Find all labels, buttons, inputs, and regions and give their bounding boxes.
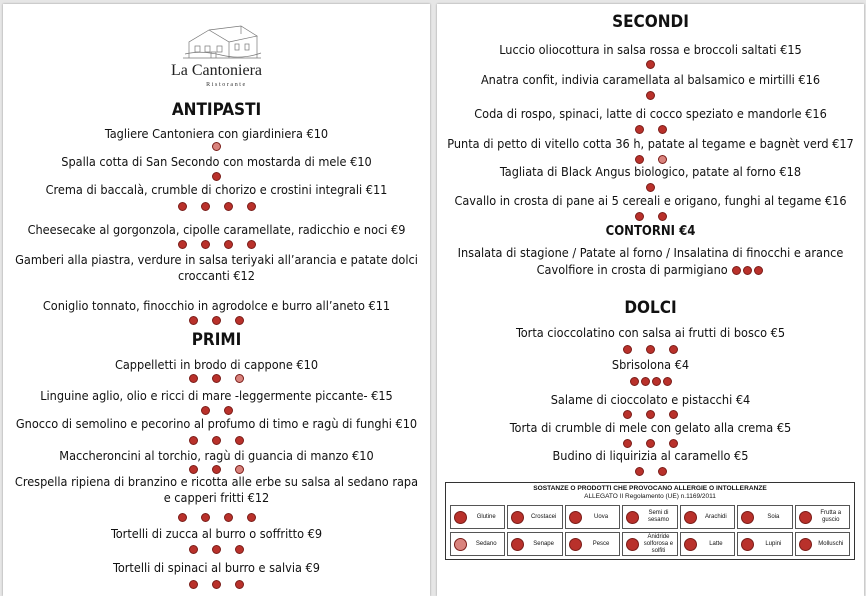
- allergen-icons: [3, 239, 430, 250]
- allergen-icons: [437, 90, 864, 101]
- menu-item: Tagliata di Black Angus biologico, patate al forno €18: [499, 164, 802, 179]
- uova-icon: [569, 511, 582, 524]
- allergen-cell-glutine: Glutine: [450, 505, 505, 529]
- menu-item: Cavallo in crosta di pane ai 5 cereali e origano, funghi al tegame €16: [454, 193, 847, 208]
- molluschi-icon: [224, 406, 233, 415]
- uova-icon: [641, 377, 650, 386]
- crostacei-icon: [511, 511, 524, 524]
- section-title-contorni: CONTORNI €4: [605, 224, 696, 239]
- sedano-icon: [454, 538, 467, 551]
- sedano-icon: [658, 155, 667, 164]
- molluschi-icon: [799, 538, 812, 551]
- pesce-icon: [201, 202, 210, 211]
- uova-icon: [646, 410, 655, 419]
- uova-icon: [212, 436, 221, 445]
- menu-item: Tagliere Cantoniera con giardiniera €10: [104, 126, 329, 141]
- uova-icon: [201, 513, 210, 522]
- allergen-cell-arachidi: Arachidi: [680, 505, 735, 529]
- menu-item: Linguine aglio, olio e ricci di mare -leggermente piccante- €15: [40, 388, 393, 403]
- latte-icon: [224, 202, 233, 211]
- allergen-icons: [3, 405, 430, 416]
- menu-item: Coda di rospo, spinaci, latte di cocco speziato e mandorle €16: [474, 106, 827, 121]
- senape-icon: [212, 172, 221, 181]
- uova-icon: [201, 240, 210, 249]
- glutine-icon: [189, 545, 198, 554]
- semi-di-sesamo-icon: [626, 511, 639, 524]
- menu-item: Cappelletti in brodo di cappone €10: [114, 357, 319, 372]
- allergen-icons: [437, 466, 864, 477]
- section-title-primi: PRIMI: [191, 330, 242, 350]
- glutine-icon: [178, 240, 187, 249]
- glutine-icon: [201, 406, 210, 415]
- allergen-cell-frutta-a-guscio: Frutta a guscio: [795, 505, 850, 529]
- menu-item: Torta cioccolatino con salsa ai frutti di bosco €5: [515, 325, 786, 340]
- glutine-icon: [189, 374, 198, 383]
- latte-icon: [754, 266, 763, 275]
- pesce-icon: [646, 60, 655, 69]
- allergen-legend-row: [449, 505, 851, 529]
- menu-item: Luccio oliocottura in salsa rossa e broccoli saltati €15: [499, 42, 802, 57]
- frutta-a-guscio-icon: [669, 410, 678, 419]
- senape-icon: [511, 538, 524, 551]
- allergen-cell-sesamo: Semi di sesamo: [622, 505, 677, 529]
- menu-item: Anatra confit, indivia caramellata al balsamico e mirtilli €16: [480, 72, 821, 87]
- menu-item: Tortelli di spinaci al burro e salvia €9: [113, 560, 320, 575]
- solfiti-icon: [626, 538, 639, 551]
- allergen-cell-lupini: Lupini: [737, 532, 792, 556]
- allergen-icons: [437, 182, 864, 193]
- sedano-icon: [212, 142, 221, 151]
- allergen-legend-title: SOSTANZE O PRODOTTI CHE PROVOCANO ALLERGIE O INTOLLERANZE: [533, 485, 767, 492]
- pesce-icon: [569, 538, 582, 551]
- sedano-icon: [235, 374, 244, 383]
- restaurant-name: La Cantoniera: [170, 62, 263, 79]
- restaurant-logo-illustration: [181, 20, 263, 62]
- allergen-icons: [437, 376, 864, 387]
- allergen-icons: [3, 201, 430, 212]
- glutine-icon: [454, 511, 467, 524]
- semi-di-sesamo-icon: [658, 212, 667, 221]
- allergen-cell-solfiti: Anidride solforosa e solfiti: [622, 532, 677, 556]
- solfiti-icon: [646, 91, 655, 100]
- uova-icon: [635, 155, 644, 164]
- menu-item: Gnocco di semolino e pecorino al profumo di timo e ragù di funghi €10: [15, 416, 418, 431]
- allergen-icons: [437, 59, 864, 70]
- allergen-cell-molluschi: Molluschi: [795, 532, 850, 556]
- uova-icon: [212, 545, 221, 554]
- latte-icon: [224, 240, 233, 249]
- contorni-line-text: Cavolfiore in crosta di parmigiano: [536, 262, 728, 277]
- uova-icon: [646, 439, 655, 448]
- latte-icon: [684, 538, 697, 551]
- allergen-legend-subtitle: ALLEGATO II Regolamento (UE) n.1169/2011: [584, 493, 716, 500]
- latte-icon: [247, 513, 256, 522]
- latte-icon: [669, 345, 678, 354]
- contorni-line: Insalata di stagione / Patate al forno / Insalatina di finocchi e arance: [457, 245, 844, 260]
- glutine-icon: [623, 410, 632, 419]
- frutta-a-guscio-icon: [663, 377, 672, 386]
- frutta-a-guscio-icon: [658, 125, 667, 134]
- latte-icon: [658, 467, 667, 476]
- section-title-secondi: SECONDI: [612, 12, 689, 32]
- soia-icon: [741, 511, 754, 524]
- glutine-icon: [635, 212, 644, 221]
- menu-item: Cheesecake al gorgonzola, cipolle caramellate, radicchio e noci €9: [27, 222, 406, 237]
- menu-page-left: [3, 4, 430, 596]
- glutine-icon: [178, 202, 187, 211]
- menu-item: Tortelli di zucca al burro o soffritto €9: [110, 526, 323, 541]
- glutine-icon: [623, 439, 632, 448]
- menu-item: Punta di petto di vitello cotta 36 h, patate al tegame e bagnèt verd €17: [447, 136, 854, 151]
- allergen-cell-pesce: Pesce: [565, 532, 620, 556]
- allergen-icons: [437, 409, 864, 420]
- contorni-line-2: [437, 262, 864, 278]
- latte-icon: [235, 545, 244, 554]
- glutine-icon: [732, 266, 741, 275]
- allergen-icons: [3, 141, 430, 152]
- menu-item: Maccheroncini al torchio, ragù di guancia di manzo €10: [59, 448, 374, 463]
- menu-item: Sbrisolona €4: [611, 357, 690, 372]
- menu-page-right: [437, 4, 864, 596]
- frutta-a-guscio-icon: [247, 240, 256, 249]
- latte-icon: [235, 580, 244, 589]
- menu-item: Coniglio tonnato, finocchio in agrodolce e burro all’aneto €11: [42, 298, 391, 313]
- glutine-icon: [630, 377, 639, 386]
- allergen-icons: [437, 124, 864, 135]
- glutine-icon: [178, 513, 187, 522]
- latte-icon: [652, 377, 661, 386]
- menu-item: Torta di crumble di mele con gelato alla crema €5: [509, 420, 792, 435]
- allergen-cell-uova: Uova: [565, 505, 620, 529]
- allergen-icons: [437, 211, 864, 222]
- restaurant-subtitle: Ristorante: [206, 82, 247, 88]
- uova-icon: [189, 316, 198, 325]
- pesce-icon: [224, 513, 233, 522]
- latte-icon: [235, 436, 244, 445]
- arachidi-icon: [684, 511, 697, 524]
- menu-item: Gamberi alla piastra, verdure in salsa teriyaki all’arancia e patate dolci croccanti €12: [15, 252, 418, 283]
- pesce-icon: [212, 316, 221, 325]
- frutta-a-guscio-icon: [799, 511, 812, 524]
- glutine-icon: [189, 436, 198, 445]
- solfiti-icon: [247, 202, 256, 211]
- uova-icon: [743, 266, 752, 275]
- allergen-legend-row: [449, 532, 851, 556]
- allergen-cell-soia: Soia: [737, 505, 792, 529]
- latte-icon: [646, 183, 655, 192]
- glutine-icon: [189, 465, 198, 474]
- allergen-icons: [3, 373, 430, 384]
- uova-icon: [212, 374, 221, 383]
- latte-icon: [235, 316, 244, 325]
- allergen-cell-sedano: Sedano: [450, 532, 505, 556]
- allergen-icons: [3, 579, 430, 590]
- glutine-icon: [623, 345, 632, 354]
- lupini-icon: [741, 538, 754, 551]
- menu-item: Crespella ripiena di branzino e ricotta alle erbe su salsa al sedano rapa e capperi fritti €12: [14, 474, 419, 505]
- allergen-legend-header: [446, 483, 854, 501]
- menu-item: Budino di liquirizia al caramello €5: [552, 448, 749, 463]
- menu-item: Crema di baccalà, crumble di chorizo e crostini integrali €11: [45, 182, 388, 197]
- allergen-icons: [3, 171, 430, 182]
- uova-icon: [635, 467, 644, 476]
- latte-icon: [669, 439, 678, 448]
- section-title-dolci: DOLCI: [624, 298, 677, 318]
- allergen-cell-senape: Senape: [507, 532, 562, 556]
- pesce-icon: [635, 125, 644, 134]
- allergen-legend: [445, 482, 855, 560]
- allergen-icons: [3, 315, 430, 326]
- allergen-icons: [3, 435, 430, 446]
- glutine-icon: [189, 580, 198, 589]
- allergen-icons: [437, 344, 864, 355]
- uova-icon: [212, 580, 221, 589]
- allergen-cell-latte: Latte: [680, 532, 735, 556]
- allergen-cell-crostacei: Crostacei: [507, 505, 562, 529]
- sedano-icon: [235, 465, 244, 474]
- allergen-icons: [3, 544, 430, 555]
- uova-icon: [212, 465, 221, 474]
- section-title-antipasti: ANTIPASTI: [171, 100, 262, 120]
- allergen-icons: [3, 512, 430, 523]
- menu-item: Salame di cioccolato e pistacchi €4: [550, 392, 751, 407]
- uova-icon: [646, 345, 655, 354]
- menu-item: Spalla cotta di San Secondo con mostarda di mele €10: [61, 154, 372, 169]
